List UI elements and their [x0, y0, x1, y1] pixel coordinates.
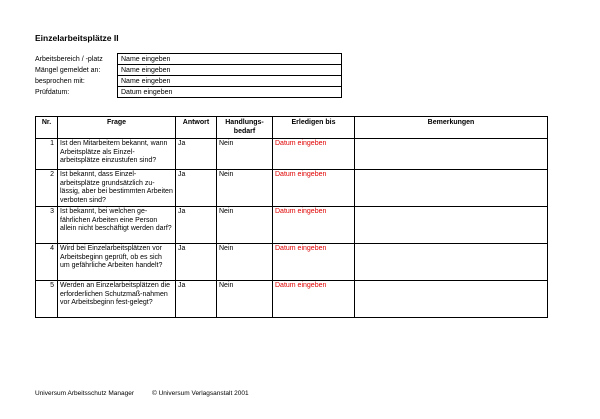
remarks-field[interactable] [355, 207, 548, 244]
header-fields [35, 53, 342, 98]
row-number: 5 [36, 281, 58, 318]
meta-row [35, 87, 342, 98]
row-number: 1 [36, 139, 58, 170]
table-row [36, 139, 548, 170]
question-text: Wird bei Einzelarbeitsplätzen vor Arbeitsbeginn geprüft, ob es sich um gefährliche Arbeiten handelt? [58, 244, 176, 281]
answer-field[interactable]: Ja [176, 170, 217, 207]
question-text: Ist bekannt, dass Einzel-arbeitsplätze grundsätzlich zu-lässig, aber bei bestimmten Arbeiten verboten sind? [58, 170, 176, 207]
row-number: 4 [36, 244, 58, 281]
meta-label-maengel: Mängel gemeldet an: [35, 66, 101, 74]
col-header-erledigen: Erledigen bis [273, 117, 355, 139]
col-header-nr: Nr. [36, 117, 58, 139]
answer-field[interactable]: Ja [176, 207, 217, 244]
footer-product-name: Universum Arbeitsschutz Manager [35, 390, 134, 397]
meta-row [35, 65, 342, 76]
table-row [36, 244, 548, 281]
meta-label-besprochen: besprochen mit: [35, 77, 85, 85]
meta-label-arbeitsbereich: Arbeitsbereich / -platz [35, 55, 103, 63]
remarks-field[interactable] [355, 281, 548, 318]
action-needed-field[interactable]: Nein [217, 244, 273, 281]
due-date-field[interactable]: Datum eingeben [273, 281, 355, 318]
due-date-field[interactable]: Datum eingeben [273, 207, 355, 244]
page-footer [35, 390, 249, 397]
col-header-bemerkungen: Bemerkungen [355, 117, 548, 139]
action-needed-field[interactable]: Nein [217, 170, 273, 207]
action-needed-field[interactable]: Nein [217, 281, 273, 318]
meta-label-pruefdatum: Prüfdatum: [35, 88, 70, 96]
due-date-field[interactable]: Datum eingeben [273, 170, 355, 207]
question-text: Werden an Einzelarbeitsplätzen die erforderlichen Schutzmaß-nahmen vor Arbeitsbeginn fest-gelegt? [58, 281, 176, 318]
action-needed-field[interactable]: Nein [217, 139, 273, 170]
maengel-gemeldet-field[interactable]: Name eingeben [118, 65, 342, 76]
arbeitsbereich-field[interactable]: Name eingeben [118, 54, 342, 65]
answer-field[interactable]: Ja [176, 244, 217, 281]
checklist-table [35, 116, 548, 318]
remarks-field[interactable] [355, 139, 548, 170]
remarks-field[interactable] [355, 244, 548, 281]
due-date-field[interactable]: Datum eingeben [273, 244, 355, 281]
remarks-field[interactable] [355, 170, 548, 207]
footer-copyright: © Universum Verlagsanstalt 2001 [152, 390, 249, 397]
action-needed-field[interactable]: Nein [217, 207, 273, 244]
col-header-antwort: Antwort [176, 117, 217, 139]
besprochen-mit-field[interactable]: Name eingeben [118, 76, 342, 87]
meta-row [35, 76, 342, 87]
row-number: 2 [36, 170, 58, 207]
table-row [36, 281, 548, 318]
answer-field[interactable]: Ja [176, 139, 217, 170]
question-text: Ist bekannt, bei welchen ge-fährlichen Arbeiten eine Person allein nicht beschäftigt werden darf? [58, 207, 176, 244]
row-number: 3 [36, 207, 58, 244]
answer-field[interactable]: Ja [176, 281, 217, 318]
col-header-frage: Frage [58, 117, 176, 139]
col-header-handlungsbedarf: Handlungs- bedarf [217, 117, 273, 139]
meta-row [35, 54, 342, 65]
table-header-row [36, 117, 548, 139]
table-row [36, 207, 548, 244]
due-date-field[interactable]: Datum eingeben [273, 139, 355, 170]
question-text: Ist den Mitarbeitern bekannt, wann Arbeitsplätze als Einzel-arbeitsplätze einzustufen sind? [58, 139, 176, 170]
page-title: Einzelarbeitsplätze II [35, 33, 119, 43]
pruefdatum-field[interactable]: Datum eingeben [118, 87, 342, 98]
table-row [36, 170, 548, 207]
